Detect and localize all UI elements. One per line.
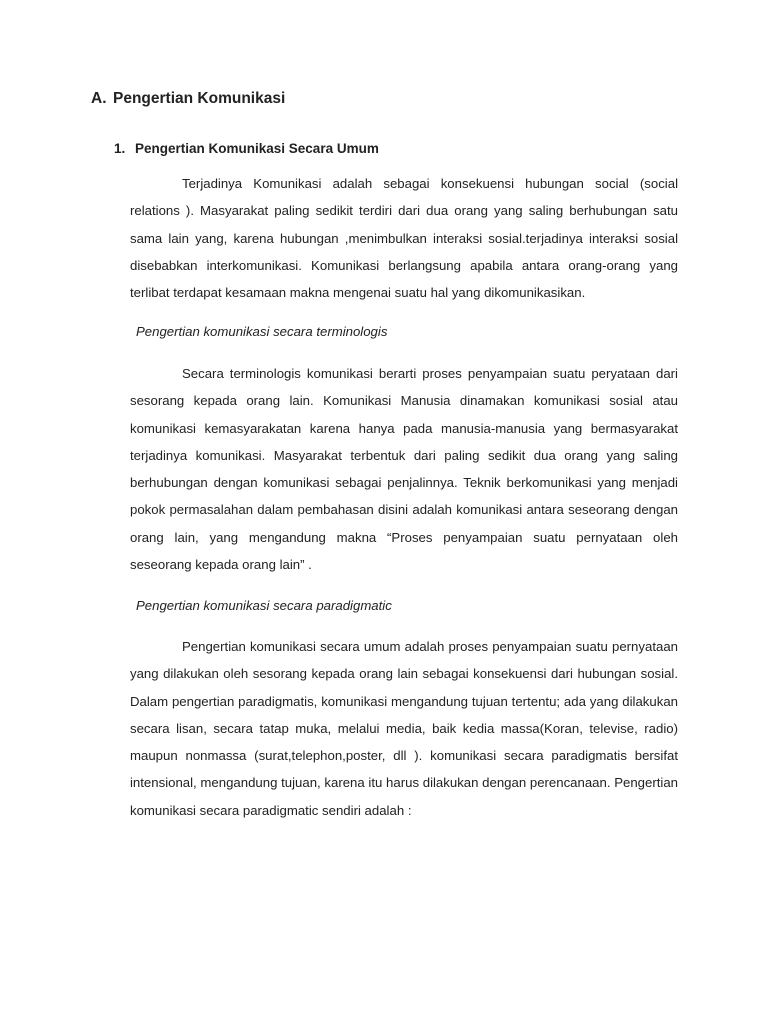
subsection-heading bbox=[114, 141, 379, 156]
section-heading-number: A. bbox=[91, 90, 107, 107]
section-heading-title: Pengertian Komunikasi bbox=[113, 90, 286, 107]
heading-paradigmatic: Pengertian komunikasi secara paradigmatic bbox=[136, 598, 392, 613]
subsection-heading-title: Pengertian Komunikasi Secara Umum bbox=[135, 141, 379, 156]
paragraph-paradigmatic: Pengertian komunikasi secara umum adalah proses penyampaian suatu pernyataan yang dilakukan oleh sesorang kepada orang lain sebagai konsekuensi dari hubungan sosial. Dalam pengertian paradigmatis, komunikasi mengandung tujuan tertentu; ada yang dilakukan secara lisan, secara tatap muka, melalui media, baik kedia massa(Koran, televise, radio) maupun nonmassa (surat,telephon,poster, dll ). komunikasi secara paradigmatis bersifat intensional, mengandung tujuan, karena itu harus dilakukan dengan perencanaan. Pengertian komunikasi secara paradigmatic sendiri adalah : bbox=[130, 639, 678, 818]
paragraph-terminologis: Secara terminologis komunikasi berarti proses penyampaian suatu peryataan dari sesorang kepada orang lain. Komunikasi Manusia dinamakan komunikasi sosial atau komunikasi kemasyarakatan karena hanya pada manusia-manusia yang bermasyarakat terjadinya komunikasi. Masyarakat terbentuk dari paling sedikit dua orang yang saling berhubungan dengan komunikasi sebagai penjalinnya. Teknik berkomunikasi yang menjadi pokok permasalahan dalam pembahasan disini adalah komunikasi antara seseorang dengan orang lain, yang mengandung makna “Proses penyampaian suatu pernyataan oleh seseorang kepada orang lain” . bbox=[130, 366, 678, 573]
heading-terminologis: Pengertian komunikasi secara terminologis bbox=[136, 324, 388, 339]
paragraph-general: Terjadinya Komunikasi adalah sebagai konsekuensi hubungan social (social relations ). Masyarakat paling sedikit terdiri dari dua orang yang saling berhubungan satu sama lain yang, karena hubungan ,menimbulkan interaksi sosial.terjadinya interaksi sosial disebabkan interkomunikasi. Komunikasi berlangsung apabila antara orang-orang yang terlibat terdapat kesamaan makna mengenai suatu hal yang dikomunikasikan. bbox=[130, 176, 678, 301]
subsection-heading-number: 1. bbox=[114, 141, 126, 156]
section-heading bbox=[91, 90, 285, 108]
